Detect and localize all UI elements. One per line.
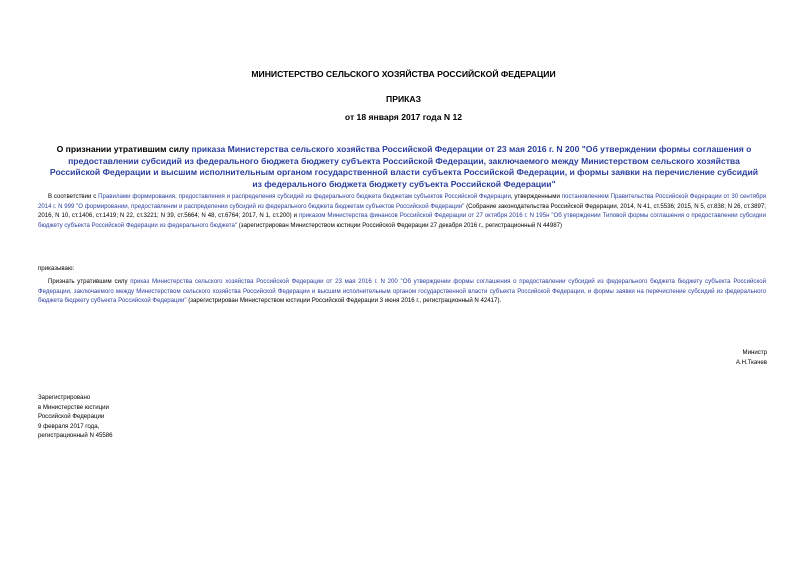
operative-text-1: Признать утратившим силу bbox=[48, 278, 131, 285]
ministry-heading: МИНИСТЕРСТВО СЕЛЬСКОГО ХОЗЯЙСТВА РОССИЙСКОЙ ФЕДЕРАЦИИ bbox=[251, 69, 556, 79]
signatory-name: А.Н.Ткачев bbox=[735, 358, 767, 366]
title-prefix: О признании утратившим силу bbox=[56, 144, 192, 154]
document-date-number: от 18 января 2017 года N 12 bbox=[344, 112, 463, 122]
preamble-paragraph bbox=[38, 192, 766, 230]
registration-line-1: Зарегистрировано bbox=[38, 394, 91, 401]
registration-block bbox=[38, 393, 113, 441]
registration-line-5: регистрационный N 45586 bbox=[38, 432, 113, 439]
operative-text-2: (зарегистрирован Министерством юстиции Российской Федерации 3 июня 2016 г., регистрационный N 42417). bbox=[186, 297, 502, 304]
preamble-text-3: (Собрание законодательства Российской Федерации, 2014, N 41, ст.5536; 2015, N 5, ст.838; N 26, ст.3897; 2016, N 10, ст.1406, ст.1419; N 22, ст.3221; N 39, ст.5664; N 48, ст.6764; 2017, N 1, ст.200) и bbox=[38, 202, 766, 219]
registration-line-2: в Министерстве юстиции bbox=[38, 403, 109, 411]
document-title bbox=[44, 144, 764, 190]
preamble-text-2: , утвержденными bbox=[510, 193, 562, 200]
ordered-label: приказываю: bbox=[38, 265, 75, 272]
government-resolution-link[interactable]: постановлением Правительства Российской Федерации от 30 сентября 2014 г. N 999 "О формировании, предоставлении и распределении субсидий из федерального бюджета бюджетам субъектов Российской Федерации" bbox=[38, 193, 766, 210]
revoked-order-link[interactable]: приказ Министерства сельского хозяйства Российской Федерации от 23 мая 2016 г. N 200 "Об утверждении формы соглашения о предоставлении субсидий из федерального бюджета бюджету субъекта Российской Федерации, заключаемого между Министерством сельского хозяйства Российской Федерации и высшим исполнительным органом государственной власти субъекта Российской Федерации, и формы заявки на перечисление субсидий из федерального бюджета бюджету субъекта Российской Федерации" bbox=[38, 278, 766, 304]
title-link[interactable]: приказа Министерства сельского хозяйства Российской Федерации от 23 мая 2016 г. N 200 "Об утверждении формы соглашения о предоставлении субсидий из федерального бюджета бюджету субъекта Российской Федерации, заключаемого между Министерством сельского хозяйства Российской Федерации и высшим исполнительным органом государственной власти субъекта Российской Федерации, и формы заявки на перечисление субсидий из федерального бюджета бюджету субъекта Российской Федерации" bbox=[49, 144, 759, 189]
preamble-text-1: В соответствии с bbox=[48, 193, 99, 200]
operative-paragraph bbox=[38, 277, 766, 306]
signatory-position: Министр bbox=[742, 349, 767, 356]
preamble-text-4: (зарегистрирован Министерством юстиции Российской Федерации 27 декабря 2016 г., регистрационный N 44987) bbox=[237, 221, 563, 229]
registration-line-4: 9 февраля 2017 года, bbox=[38, 422, 100, 430]
signature-block bbox=[736, 348, 767, 367]
rules-link[interactable]: Правилами формирования, предоставления и распределения субсидий из федерального бюджета бюджетам субъектов Российской Федерации bbox=[98, 193, 511, 200]
minfin-order-link[interactable]: приказом Министерства финансов Российской Федерации от 27 октября 2016 г. N 195н "Об утверждении Типовой формы соглашения о предоставлении субсидии бюджету субъекта Российской Федерации из федерального бюджета" bbox=[38, 212, 766, 229]
document-type: ПРИКАЗ bbox=[386, 94, 421, 104]
registration-line-3: Российской Федерации bbox=[38, 413, 105, 420]
